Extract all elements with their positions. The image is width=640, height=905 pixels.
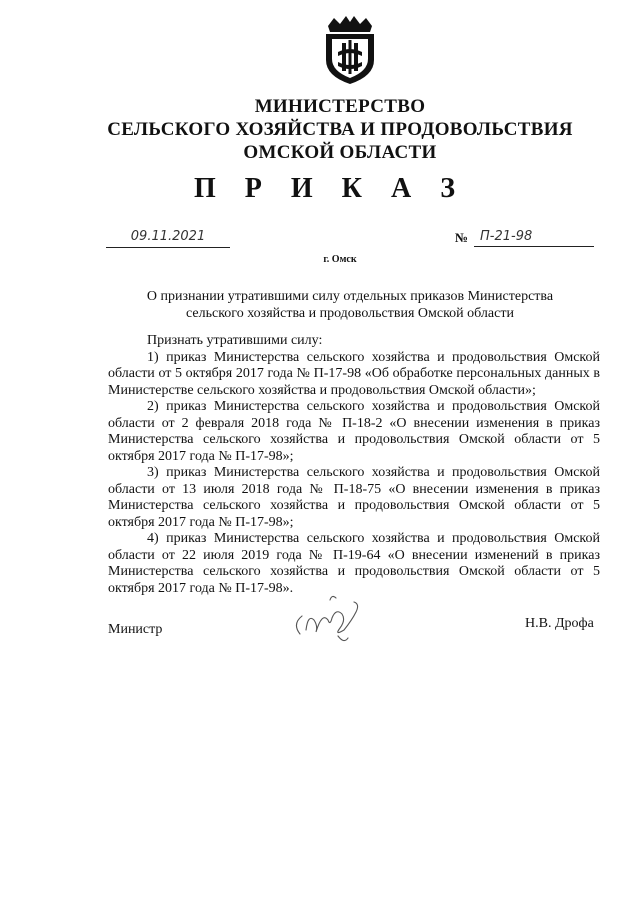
- order-subject: [120, 288, 580, 322]
- body-intro: Признать утратившими силу:: [147, 333, 323, 348]
- ministry-name-line-2: СЕЛЬСКОГО ХОЗЯЙСТВА И ПРОДОВОЛЬСТВИЯ: [107, 119, 573, 140]
- ministry-name-line-1: МИНИСТЕРСТВО: [254, 96, 426, 117]
- list-item: 1) приказ Министерства сельского хозяйства и продовольствия Омской области от 5 октября 2017 года № П-17-98 «Об обработке персональных данных в Министерстве сельского хозяйства и продовольствия Омской области»;: [108, 349, 600, 398]
- order-body: [108, 333, 600, 597]
- order-date: 09.11.2021: [106, 229, 230, 248]
- number-sign: №: [455, 230, 469, 245]
- coat-of-arms-icon: [320, 12, 380, 86]
- handwritten-signature: [286, 590, 376, 650]
- signatory-role: Министр: [108, 622, 163, 637]
- ministry-name-line-3: ОМСКОЙ ОБЛАСТИ: [243, 142, 437, 163]
- signatory-name: Н.В. Дрофа: [525, 616, 594, 631]
- order-number: П-21-98: [474, 229, 594, 247]
- subject-line-1: О признании утратившими силу отдельных приказов Министерства: [146, 289, 554, 304]
- list-item: 4) приказ Министерства сельского хозяйства и продовольствия Омской области от 22 июля 2019 года № П-19-64 «О внесении изменений в приказ Министерства сельского хозяйства и продовольствия Омской области от 5 октября 2017 года № П-17-98».: [108, 531, 600, 596]
- subject-line-2: сельского хозяйства и продовольствия Омской области: [186, 306, 514, 321]
- list-item: 3) приказ Министерства сельского хозяйства и продовольствия Омской области от 13 июля 2018 года № П-18-75 «О внесении изменения в приказ Министерства сельского хозяйства и продовольствия Омской области от 5 октября 2017 года № П-17-98»;: [108, 465, 600, 530]
- document-type-title: П Р И К А З: [194, 173, 466, 204]
- city-label: г. Омск: [323, 254, 357, 265]
- list-item: 2) приказ Министерства сельского хозяйства и продовольствия Омской области от 2 февраля 2018 года № П-18-2 «О внесении изменения в приказ Министерства сельского хозяйства и продовольствия Омской области от 5 октября 2017 года № П-17-98»;: [108, 399, 600, 464]
